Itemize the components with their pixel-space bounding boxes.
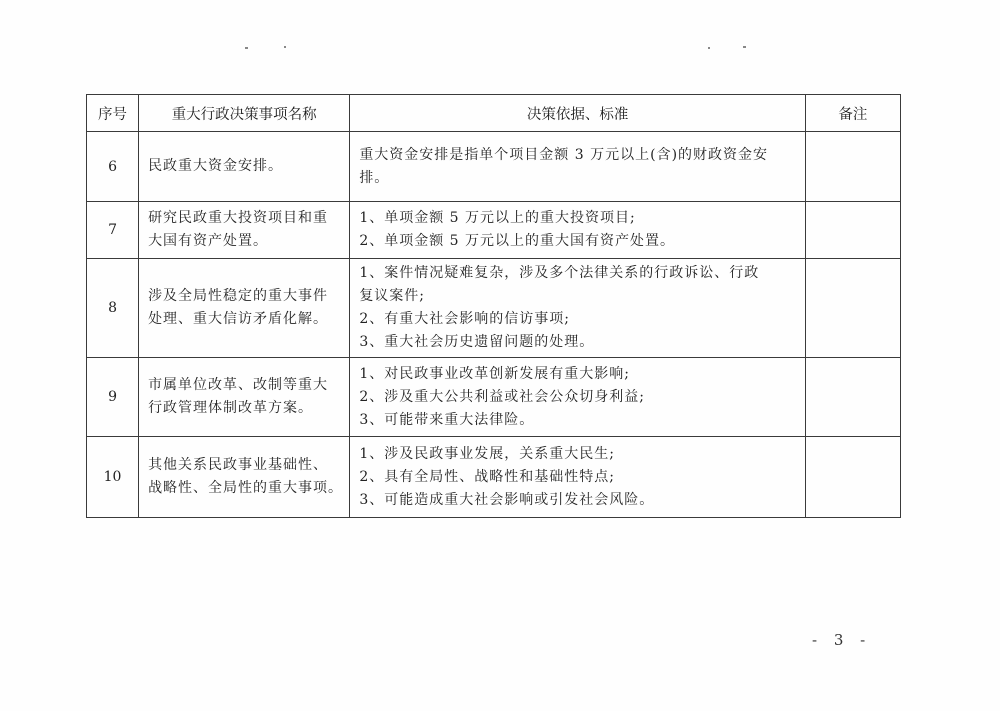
item-name-line: 处理、重大信访矛盾化解。 [148,311,329,327]
basis-line: 2、单项金额 5 万元以上的重大国有资产处置。 [359,233,676,249]
basis-cell [350,132,806,202]
note-cell [805,132,900,202]
item-name-cell [139,132,350,202]
note-cell [805,358,900,437]
scan-speck [743,46,746,48]
table-row [87,202,901,259]
table-row [87,437,901,518]
basis-line: 复议案件; [359,288,426,304]
header-basis: 决策依据、标准 [350,95,806,132]
table-row [87,132,901,202]
item-name-line: 其他关系民政事业基础性、 [148,457,329,473]
row-number: 7 [87,202,139,259]
item-name-line: 战略性、全局性的重大事项。 [148,480,344,496]
item-name-line: 大国有资产处置。 [148,233,269,249]
note-cell [805,437,900,518]
decision-items-table [86,94,901,518]
item-name-cell [139,259,350,358]
basis-line: 2、具有全局性、战略性和基础性特点; [359,468,615,485]
basis-cell [350,437,806,518]
item-name-line: 研究民政重大投资项目和重 [148,210,329,226]
item-name-cell [139,358,350,437]
basis-cell [350,259,806,358]
table-row [87,358,901,437]
basis-line: 2、涉及重大公共利益或社会公众切身利益; [359,388,645,405]
note-cell [805,202,900,259]
item-name-line: 市属单位改革、改制等重大 [148,377,329,393]
item-name-line: 行政管理体制改革方案。 [148,400,314,416]
header-name: 重大行政决策事项名称 [139,95,350,132]
basis-line: 2、有重大社会影响的信访事项; [359,311,570,327]
scan-speck [284,46,286,48]
basis-line: 3、可能造成重大社会影响或引发社会风险。 [359,491,655,508]
basis-line: 1、对民政事业改革创新发展有重大影响; [359,365,630,382]
row-number: 9 [87,358,139,437]
header-note: 备注 [805,95,900,132]
basis-line: 重大资金安排是指单个项目金额 3 万元以上(含)的财政资金安 [359,146,769,163]
basis-cell [350,358,806,437]
basis-line: 1、涉及民政事业发展，关系重大民生; [359,445,615,462]
table-header-row [87,95,901,132]
header-no: 序号 [87,95,139,132]
row-number: 6 [87,132,139,202]
basis-line: 1、案件情况疑难复杂，涉及多个法律关系的行政诉讼、行政 [359,265,760,281]
row-number: 8 [87,259,139,358]
basis-line: 排。 [359,169,390,186]
item-name-cell [139,437,350,518]
basis-line: 3、可能带来重大法律险。 [359,411,535,428]
basis-line: 3、重大社会历史遗留问题的处理。 [359,334,595,350]
scan-speck [708,47,710,49]
page-number: - 3 - [812,631,872,649]
item-name-cell [139,202,350,259]
note-cell [805,259,900,358]
table-row [87,259,901,358]
scan-speck [245,47,248,49]
row-number: 10 [87,437,139,518]
item-name-line: 民政重大资金安排。 [148,158,284,174]
item-name-line: 涉及全局性稳定的重大事件 [148,288,329,304]
basis-cell [350,202,806,259]
basis-line: 1、单项金额 5 万元以上的重大投资项目; [359,210,636,226]
